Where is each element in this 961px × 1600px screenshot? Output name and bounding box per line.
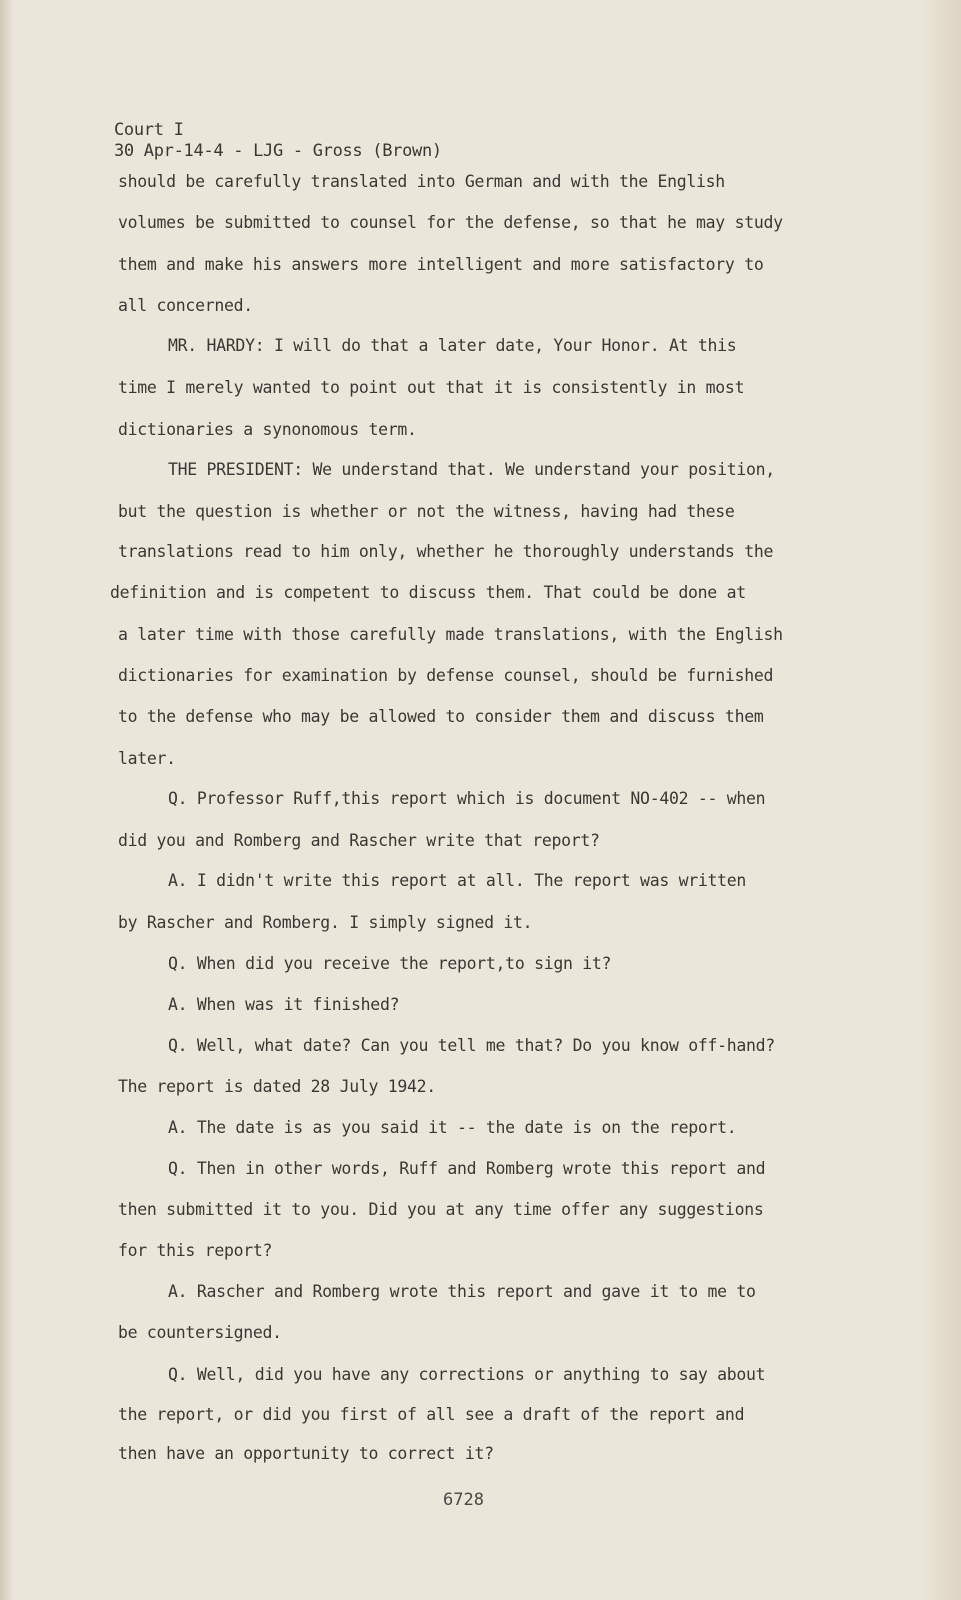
court-label: Court I xyxy=(114,120,184,140)
transcript-line: Q. Then in other words, Ruff and Romberg wrote this report and xyxy=(168,1159,766,1178)
transcript-line: A. The date is as you said it -- the date is on the report. xyxy=(168,1118,737,1137)
transcript-line: the report, or did you first of all see a draft of the report and xyxy=(118,1405,745,1424)
transcript-line: them and make his answers more intelligent and more satisfactory to xyxy=(118,255,764,274)
transcript-line: should be carefully translated into German and with the English xyxy=(118,172,725,191)
transcript-line: be countersigned. xyxy=(118,1323,282,1342)
transcript-line: THE PRESIDENT: We understand that. We understand your position, xyxy=(168,460,775,479)
transcript-line: a later time with those carefully made translations, with the English xyxy=(118,625,783,644)
transcript-line: dictionaries a synonomous term. xyxy=(118,420,417,439)
transcript-line: volumes be submitted to counsel for the defense, so that he may study xyxy=(118,213,783,232)
transcript-line: dictionaries for examination by defense counsel, should be furnished xyxy=(118,666,774,685)
transcript-line: Q. Well, what date? Can you tell me that? Do you know off-hand? xyxy=(168,1036,775,1055)
session-reference: 30 Apr-14-4 - LJG - Gross (Brown) xyxy=(114,141,442,161)
transcript-line: later. xyxy=(118,749,176,768)
transcript-line: A. I didn't write this report at all. The report was written xyxy=(168,871,747,890)
transcript-line: to the defense who may be allowed to consider them and discuss them xyxy=(118,707,764,726)
transcript-line: for this report? xyxy=(118,1241,273,1260)
transcript-line: MR. HARDY: I will do that a later date, Your Honor. At this xyxy=(168,336,737,355)
transcript-line: A. Rascher and Romberg wrote this report and gave it to me to xyxy=(168,1282,756,1301)
transcript-line: did you and Romberg and Rascher write that report? xyxy=(118,831,600,850)
transcript-line: but the question is whether or not the witness, having had these xyxy=(118,502,735,521)
transcript-line: by Rascher and Romberg. I simply signed it. xyxy=(118,913,533,932)
transcript-line: time I merely wanted to point out that it is consistently in most xyxy=(118,378,745,397)
transcript-line: The report is dated 28 July 1942. xyxy=(118,1077,436,1096)
transcript-line: then submitted it to you. Did you at any time offer any suggestions xyxy=(118,1200,764,1219)
transcript-line: translations read to him only, whether he thoroughly understands the xyxy=(118,542,774,561)
transcript-line: all concerned. xyxy=(118,296,253,315)
transcript-line: Q. When did you receive the report,to sign it? xyxy=(168,954,612,973)
page-number: 6728 xyxy=(443,1490,484,1510)
transcript-line: A. When was it finished? xyxy=(168,995,400,1014)
document-header xyxy=(114,120,442,162)
transcript-line: Q. Professor Ruff,this report which is document NO-402 -- when xyxy=(168,789,766,808)
transcript-line: then have an opportunity to correct it? xyxy=(118,1444,494,1463)
transcript-line: Q. Well, did you have any corrections or anything to say about xyxy=(168,1365,766,1384)
transcript-line: definition and is competent to discuss them. That could be done at xyxy=(110,583,746,602)
